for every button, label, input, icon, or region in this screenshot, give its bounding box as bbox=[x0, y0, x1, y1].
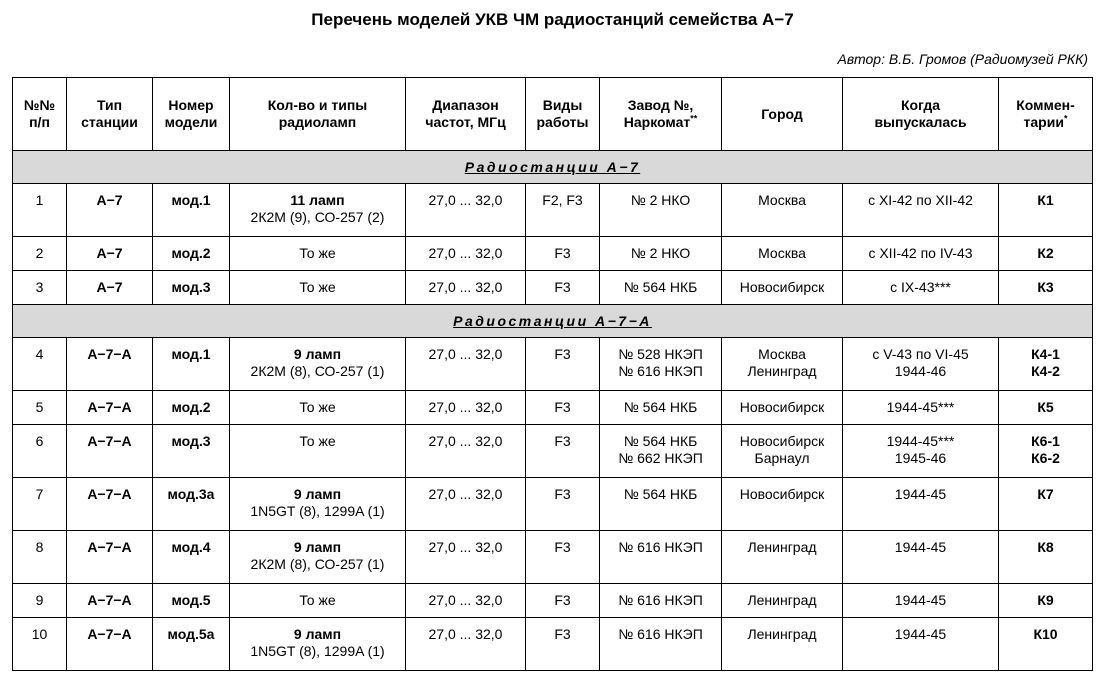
table-row bbox=[13, 391, 1093, 425]
section-row bbox=[13, 151, 1093, 184]
cell-tubes: 9 ламп 2К2М (8), СО-257 (1) bbox=[230, 338, 406, 391]
cell-factory: № 564 НКБ bbox=[600, 271, 722, 305]
cell-type: А−7 bbox=[67, 237, 153, 271]
cell-num: 1 bbox=[13, 184, 67, 237]
cell-when: 1944-45 bbox=[843, 618, 999, 671]
cell-freq: 27,0 ... 32,0 bbox=[406, 338, 526, 391]
header-type: Тип станции bbox=[67, 78, 153, 151]
table-row bbox=[13, 584, 1093, 618]
cell-freq: 27,0 ... 32,0 bbox=[406, 391, 526, 425]
cell-modes: F3 bbox=[526, 237, 600, 271]
cell-when: 1944-45 bbox=[843, 584, 999, 618]
cell-city: Новосибирск bbox=[722, 478, 843, 531]
cell-factory: № 528 НКЭП № 616 НКЭП bbox=[600, 338, 722, 391]
cell-comment: К2 bbox=[999, 237, 1093, 271]
header-factory: Завод №, Наркомат** bbox=[600, 78, 722, 151]
author-line: Автор: В.Б. Громов (Радиомузей РКК) bbox=[837, 51, 1088, 67]
cell-comment: К3 bbox=[999, 271, 1093, 305]
cell-model: мод.3 bbox=[153, 425, 230, 478]
cell-city: Ленинград bbox=[722, 618, 843, 671]
header-model: Номер модели bbox=[153, 78, 230, 151]
cell-tubes: То же bbox=[230, 584, 406, 618]
cell-modes: F3 bbox=[526, 391, 600, 425]
cell-factory: № 2 НКО bbox=[600, 184, 722, 237]
cell-type: А−7 bbox=[67, 271, 153, 305]
cell-type: А−7−А bbox=[67, 618, 153, 671]
table-row bbox=[13, 184, 1093, 237]
cell-type: А−7−А bbox=[67, 584, 153, 618]
cell-num: 9 bbox=[13, 584, 67, 618]
cell-model: мод.5а bbox=[153, 618, 230, 671]
cell-tubes: То же bbox=[230, 391, 406, 425]
cell-model: мод.5 bbox=[153, 584, 230, 618]
section-title: Радиостанции А−7 bbox=[13, 151, 1093, 184]
cell-when: 1944-45 bbox=[843, 531, 999, 584]
cell-model: мод.4 bbox=[153, 531, 230, 584]
cell-freq: 27,0 ... 32,0 bbox=[406, 237, 526, 271]
cell-factory: № 564 НКБ bbox=[600, 478, 722, 531]
cell-modes: F3 bbox=[526, 338, 600, 391]
cell-factory: № 616 НКЭП bbox=[600, 584, 722, 618]
table-row bbox=[13, 618, 1093, 671]
cell-when: 1944-45*** bbox=[843, 391, 999, 425]
cell-type: А−7 bbox=[67, 184, 153, 237]
cell-modes: F3 bbox=[526, 584, 600, 618]
cell-freq: 27,0 ... 32,0 bbox=[406, 425, 526, 478]
cell-city: Новосибирск Барнаул bbox=[722, 425, 843, 478]
cell-factory: № 616 НКЭП bbox=[600, 618, 722, 671]
header-tubes: Кол-во и типы радиоламп bbox=[230, 78, 406, 151]
cell-factory: № 616 НКЭП bbox=[600, 531, 722, 584]
cell-city: Москва bbox=[722, 184, 843, 237]
cell-when: с XII-42 по IV-43 bbox=[843, 237, 999, 271]
header-modes: Виды работы bbox=[526, 78, 600, 151]
cell-model: мод.1 bbox=[153, 338, 230, 391]
cell-when: 1944-45*** 1945-46 bbox=[843, 425, 999, 478]
cell-freq: 27,0 ... 32,0 bbox=[406, 618, 526, 671]
cell-type: А−7−А bbox=[67, 391, 153, 425]
cell-factory: № 564 НКБ bbox=[600, 391, 722, 425]
header-city: Город bbox=[722, 78, 843, 151]
cell-num: 3 bbox=[13, 271, 67, 305]
table-row bbox=[13, 338, 1093, 391]
cell-modes: F3 bbox=[526, 618, 600, 671]
cell-model: мод.2 bbox=[153, 237, 230, 271]
cell-freq: 27,0 ... 32,0 bbox=[406, 184, 526, 237]
cell-comment: К7 bbox=[999, 478, 1093, 531]
cell-type: А−7−А bbox=[67, 425, 153, 478]
section-row bbox=[13, 305, 1093, 338]
cell-num: 10 bbox=[13, 618, 67, 671]
cell-when: с V-43 по VI-45 1944-46 bbox=[843, 338, 999, 391]
cell-modes: F2, F3 bbox=[526, 184, 600, 237]
cell-comment: К4-1 К4-2 bbox=[999, 338, 1093, 391]
cell-comment: К9 bbox=[999, 584, 1093, 618]
cell-city: Ленинград bbox=[722, 584, 843, 618]
cell-comment: К5 bbox=[999, 391, 1093, 425]
cell-tubes: 9 ламп 1N5GT (8), 1299A (1) bbox=[230, 478, 406, 531]
cell-tubes: То же bbox=[230, 271, 406, 305]
cell-modes: F3 bbox=[526, 425, 600, 478]
cell-comment: К1 bbox=[999, 184, 1093, 237]
cell-modes: F3 bbox=[526, 531, 600, 584]
cell-city: Ленинград bbox=[722, 531, 843, 584]
cell-model: мод.2 bbox=[153, 391, 230, 425]
cell-num: 2 bbox=[13, 237, 67, 271]
header-freq: Диапазон частот, МГц bbox=[406, 78, 526, 151]
cell-num: 6 bbox=[13, 425, 67, 478]
cell-tubes: То же bbox=[230, 237, 406, 271]
table-row bbox=[13, 478, 1093, 531]
table-row bbox=[13, 271, 1093, 305]
models-table bbox=[12, 77, 1093, 671]
cell-freq: 27,0 ... 32,0 bbox=[406, 584, 526, 618]
cell-num: 5 bbox=[13, 391, 67, 425]
cell-tubes: 9 ламп 2К2М (8), СО-257 (1) bbox=[230, 531, 406, 584]
cell-comment: К6-1 К6-2 bbox=[999, 425, 1093, 478]
cell-when: 1944-45 bbox=[843, 478, 999, 531]
cell-freq: 27,0 ... 32,0 bbox=[406, 271, 526, 305]
page-title: Перечень моделей УКВ ЧМ радиостанций семейства А−7 bbox=[311, 10, 794, 29]
cell-city: Новосибирск bbox=[722, 271, 843, 305]
cell-tubes: 11 ламп 2К2М (9), СО-257 (2) bbox=[230, 184, 406, 237]
cell-num: 7 bbox=[13, 478, 67, 531]
cell-model: мод.3а bbox=[153, 478, 230, 531]
cell-when: с IX-43*** bbox=[843, 271, 999, 305]
header-row bbox=[13, 78, 1093, 151]
header-when: Когда выпускалась bbox=[843, 78, 999, 151]
cell-model: мод.1 bbox=[153, 184, 230, 237]
table-row bbox=[13, 237, 1093, 271]
cell-factory: № 2 НКО bbox=[600, 237, 722, 271]
cell-when: с XI-42 по XII-42 bbox=[843, 184, 999, 237]
cell-city: Новосибирск bbox=[722, 391, 843, 425]
cell-freq: 27,0 ... 32,0 bbox=[406, 478, 526, 531]
table-row bbox=[13, 531, 1093, 584]
cell-num: 4 bbox=[13, 338, 67, 391]
section-title: Радиостанции А−7−А bbox=[13, 305, 1093, 338]
cell-freq: 27,0 ... 32,0 bbox=[406, 531, 526, 584]
cell-type: А−7−А bbox=[67, 531, 153, 584]
cell-type: А−7−А bbox=[67, 338, 153, 391]
cell-tubes: То же bbox=[230, 425, 406, 478]
cell-tubes: 9 ламп 1N5GT (8), 1299A (1) bbox=[230, 618, 406, 671]
cell-modes: F3 bbox=[526, 478, 600, 531]
cell-city: Москва bbox=[722, 237, 843, 271]
cell-comment: К8 bbox=[999, 531, 1093, 584]
cell-comment: К10 bbox=[999, 618, 1093, 671]
header-comment: Коммен- тарии* bbox=[999, 78, 1093, 151]
cell-type: А−7−А bbox=[67, 478, 153, 531]
cell-factory: № 564 НКБ № 662 НКЭП bbox=[600, 425, 722, 478]
cell-modes: F3 bbox=[526, 271, 600, 305]
cell-city: Москва Ленинград bbox=[722, 338, 843, 391]
table-row bbox=[13, 425, 1093, 478]
cell-num: 8 bbox=[13, 531, 67, 584]
cell-model: мод.3 bbox=[153, 271, 230, 305]
header-num: №№ п/п bbox=[13, 78, 67, 151]
